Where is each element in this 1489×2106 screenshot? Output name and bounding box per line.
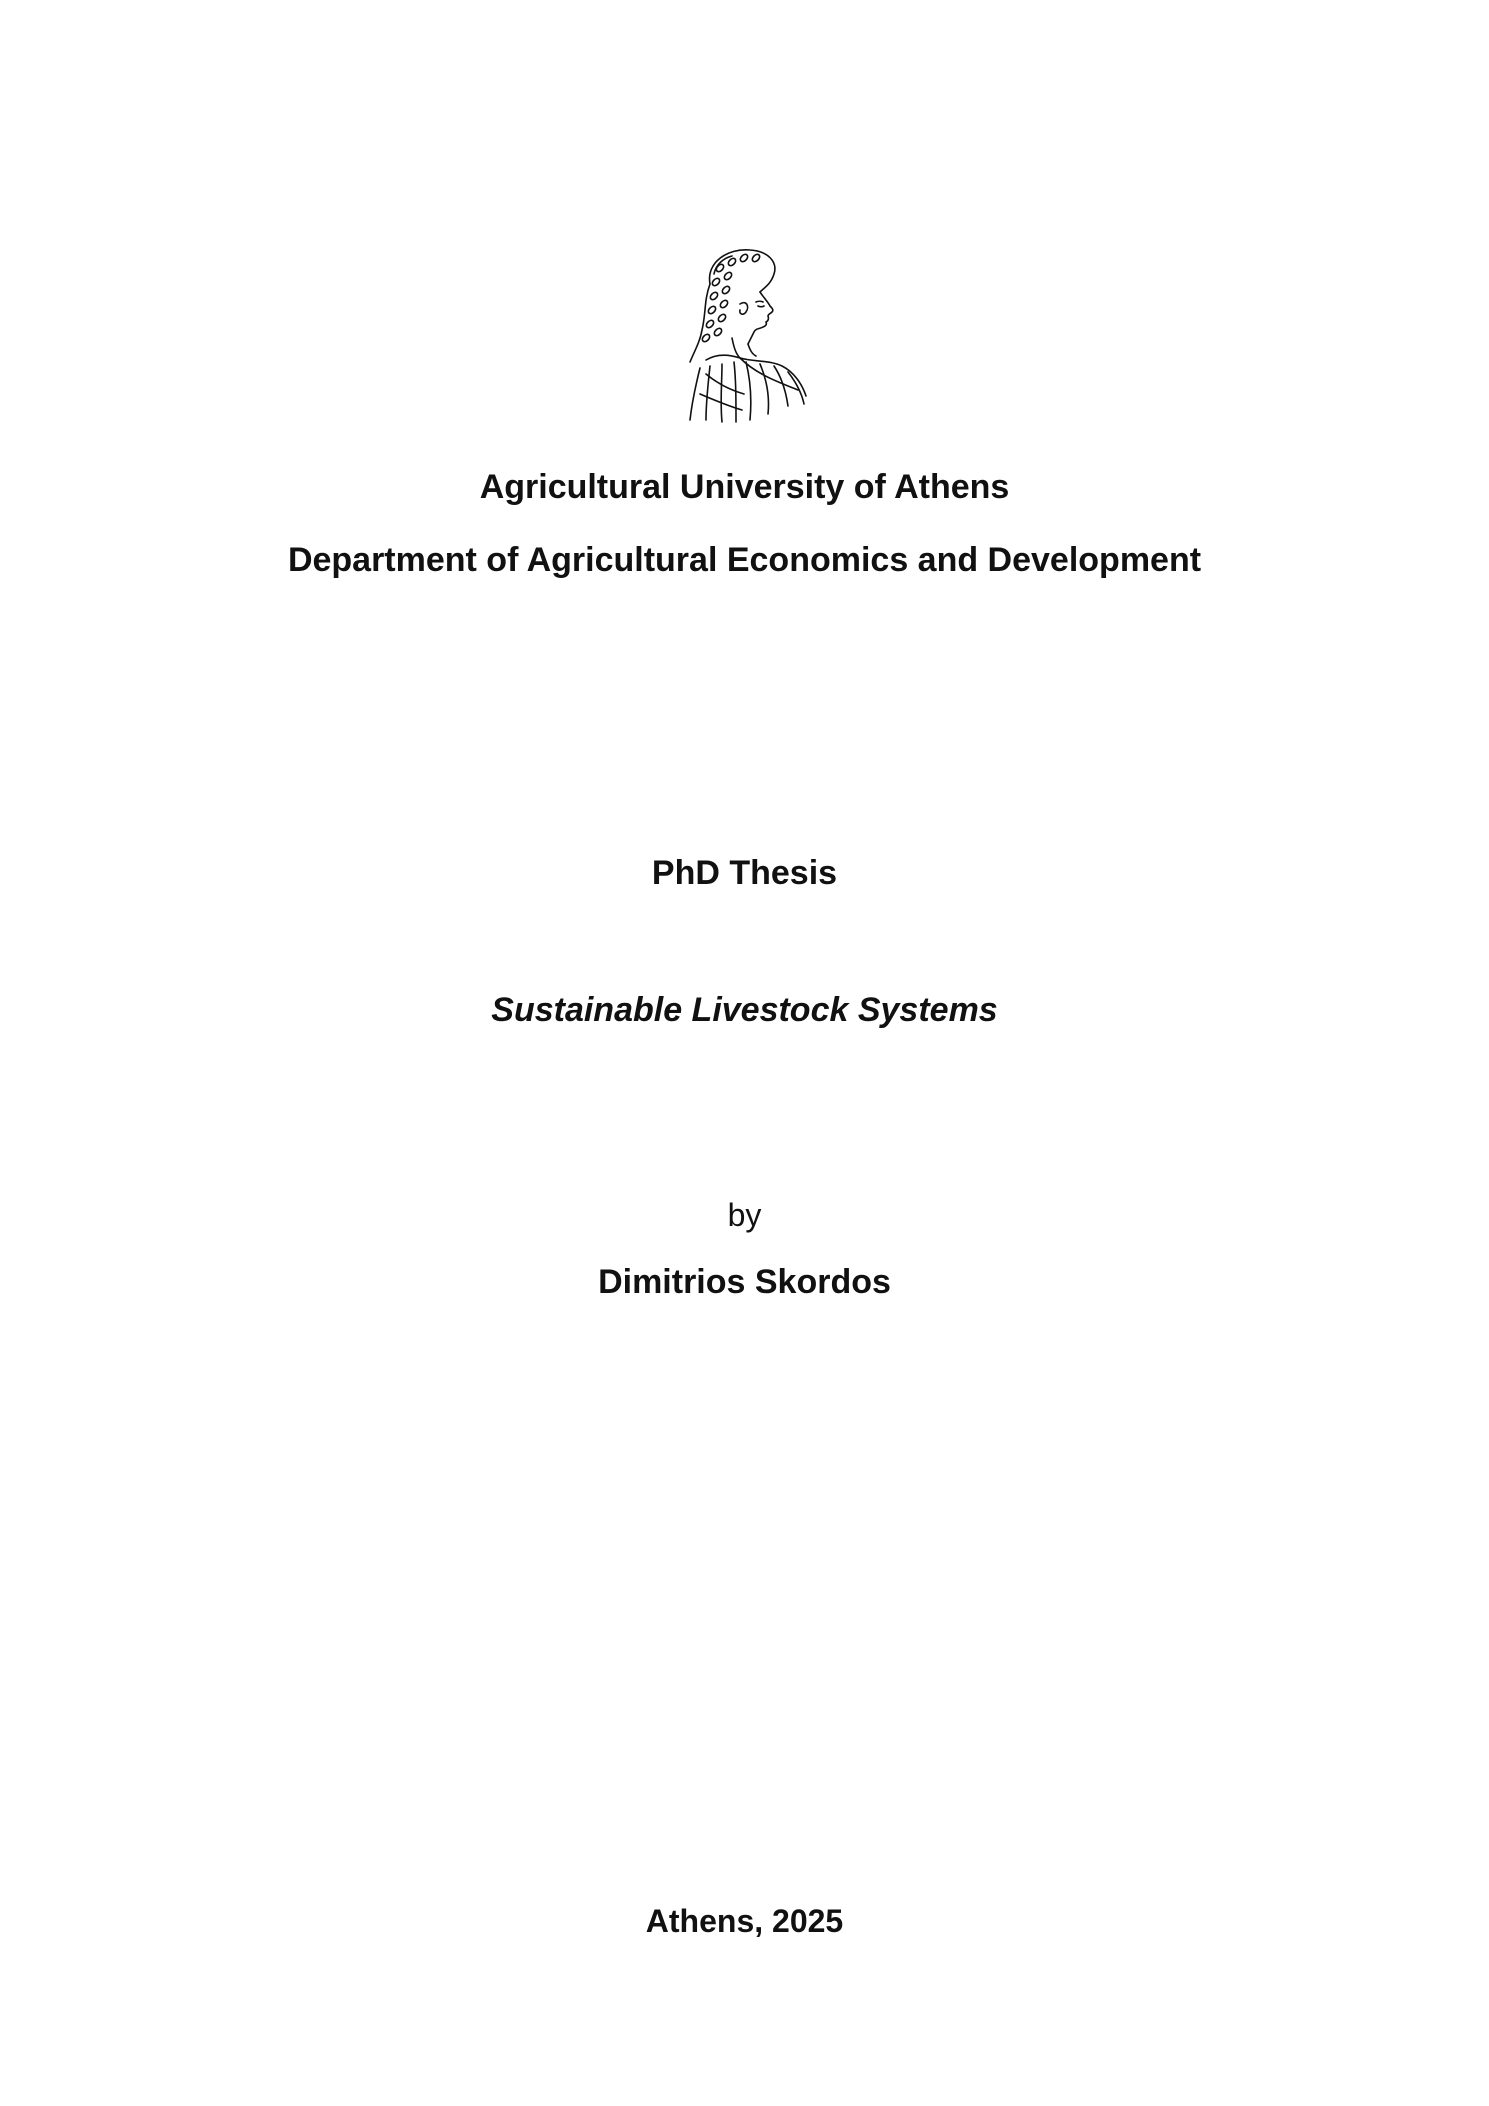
thesis-title: Sustainable Livestock Systems [491, 991, 998, 1029]
degree-label: PhD Thesis [651, 854, 838, 892]
university-name: Agricultural University of Athens [479, 468, 1010, 506]
by-label: by [727, 1197, 762, 1233]
place-and-date: Athens, 2025 [645, 1903, 844, 1939]
author-name: Dimitrios Skordos [598, 1263, 891, 1301]
department-name: Department of Agricultural Economics and Development [287, 541, 1202, 579]
university-logo-icon [670, 244, 820, 426]
